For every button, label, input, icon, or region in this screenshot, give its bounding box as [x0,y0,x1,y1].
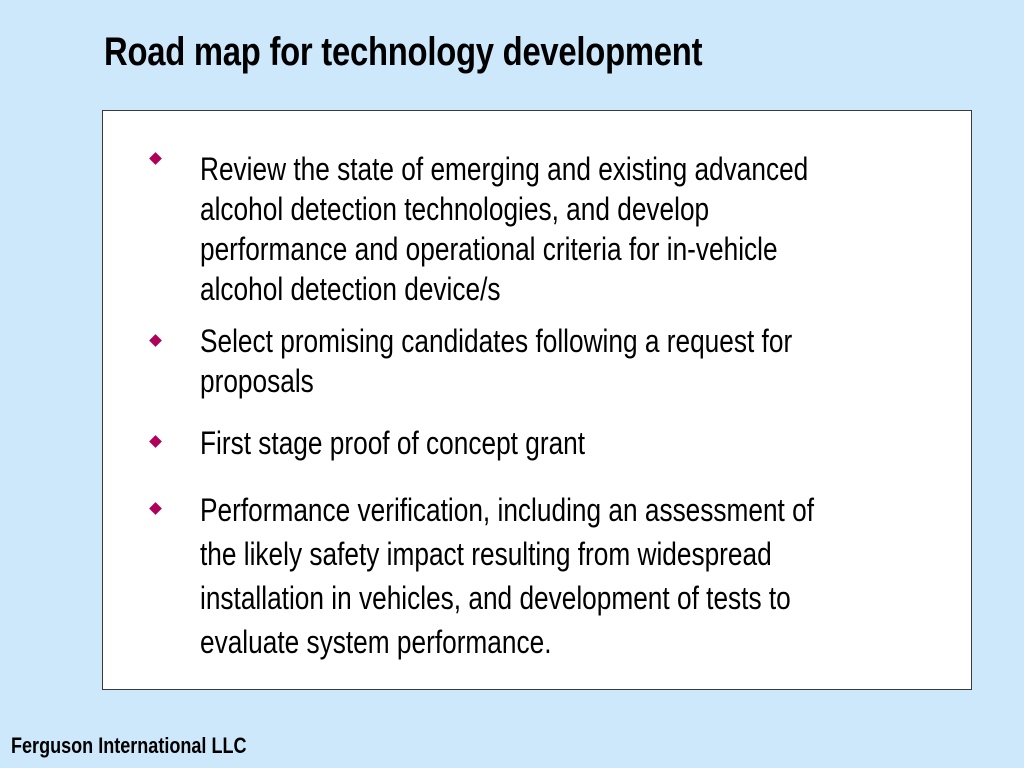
slide-title: Road map for technology development [104,30,703,74]
bullet-line: evaluate system performance. [200,624,552,660]
diamond-bullet-icon [149,435,162,448]
bullet-line: installation in vehicles, and development of tests to [200,580,791,616]
bullet-text-4 [200,488,954,664]
bullet-line: alcohol detection technologies, and develop [200,191,710,227]
bullet-line: Select promising candidates following a request for [200,323,793,359]
bullet-line: the likely safety impact resulting from widespread [200,536,772,572]
bullet-text-1 [200,149,954,309]
bullet-line: proposals [200,363,314,399]
bullet-text-3 [200,423,954,463]
footer-company-name: Ferguson International LLC [11,733,247,758]
bullet-line: alcohol detection device/s [200,271,501,307]
content-box [102,110,972,690]
bullet-line: First stage proof of concept grant [200,425,586,461]
bullet-line: Review the state of emerging and existing advanced [200,151,809,187]
bullet-line: Performance verification, including an assessment of [200,492,815,528]
bullet-text-2 [200,321,954,401]
diamond-bullet-icon [149,502,162,515]
bullet-line: performance and operational criteria for in-vehicle [200,231,778,267]
diamond-bullet-icon [149,152,162,165]
diamond-bullet-icon [149,334,162,347]
